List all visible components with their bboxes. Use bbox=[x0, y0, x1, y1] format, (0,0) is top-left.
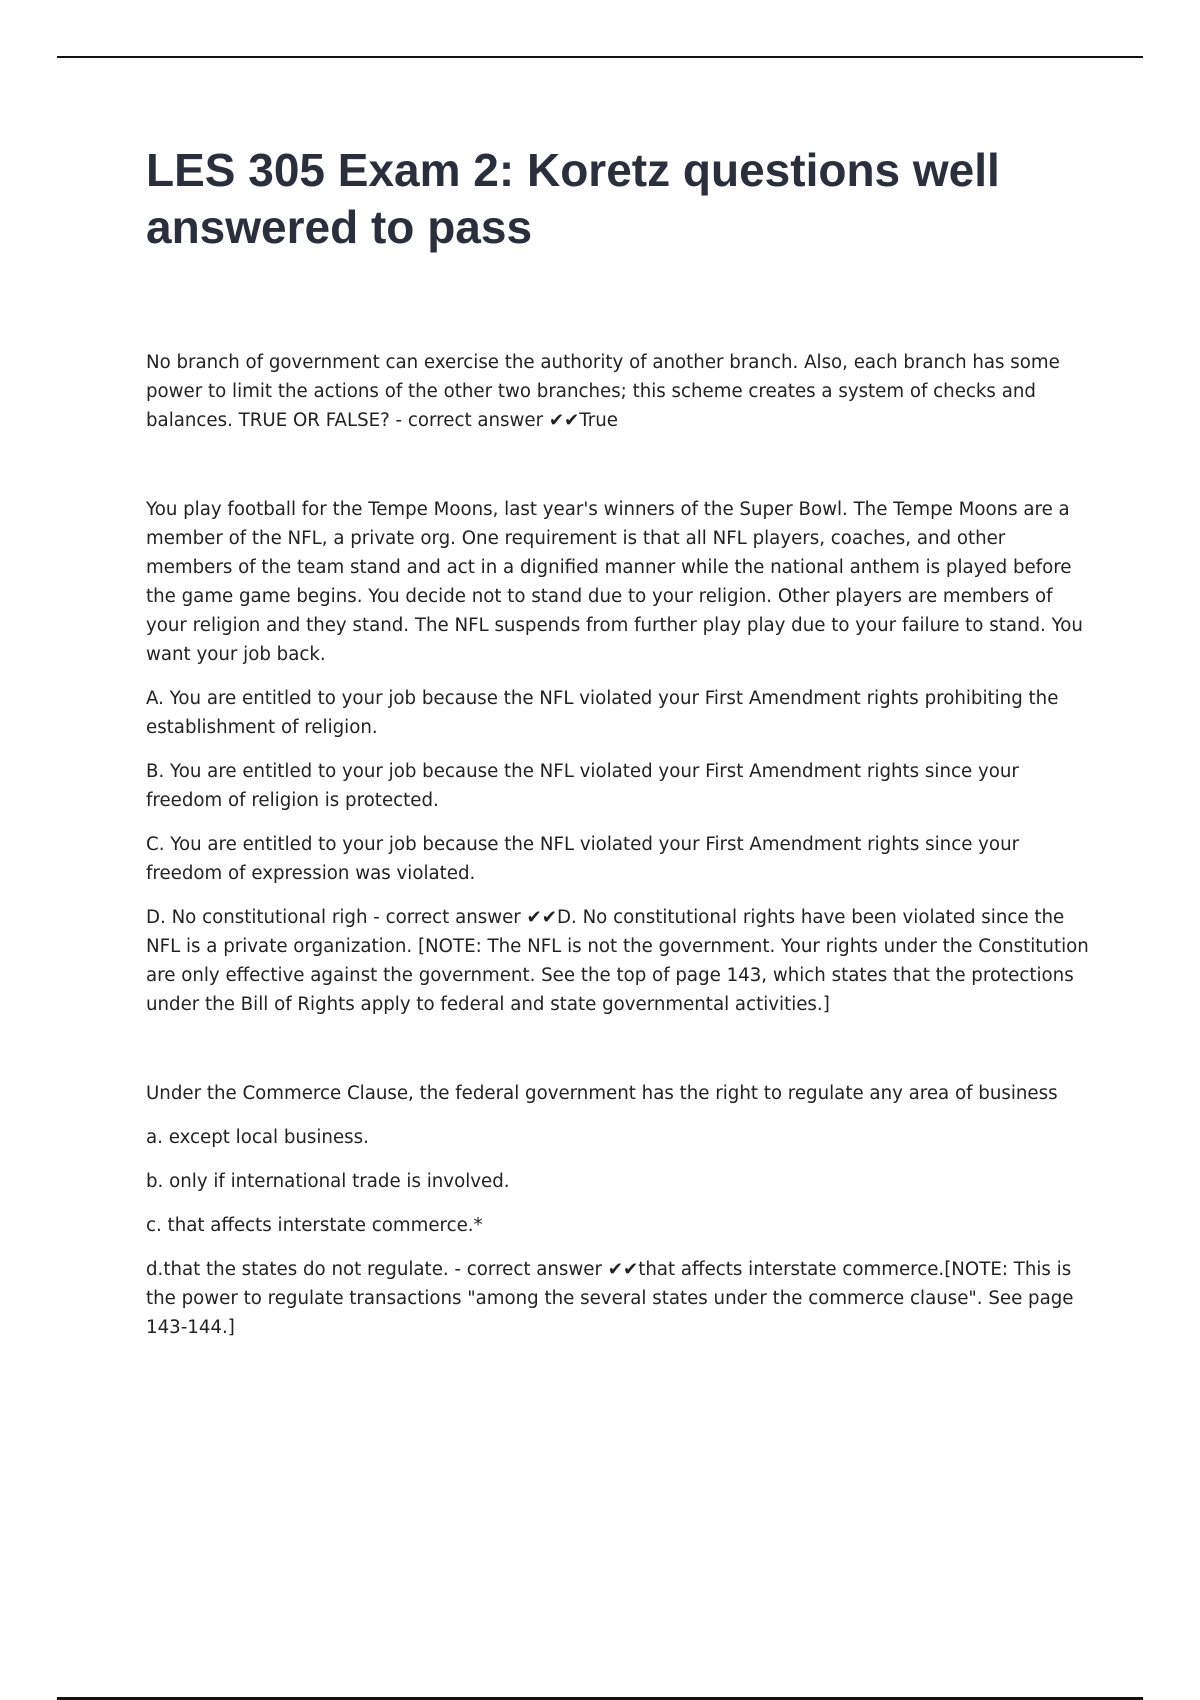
question-2-option-a: A. You are entitled to your job because the NFL violated your First Amendment rights prohibiting the establishment of religion. bbox=[146, 688, 1059, 738]
question-2-option-d-answer: D. No constitutional righ - correct answer ✔✔D. No constitutional rights have been violated since the NFL is a private organization. [NOTE: The NFL is not the government. Your rights under the Constitution are only effective against the government. See the top of page 143, which states that the protections under the Bill of Rights apply to federal and state governmental activities.] bbox=[146, 907, 1089, 1015]
question-3 bbox=[146, 1079, 1091, 1342]
question-3-option-c: c. that affects interstate commerce.* bbox=[146, 1215, 483, 1236]
question-1-text: No branch of government can exercise the authority of another branch. Also, each branch has some power to limit the actions of the other two branches; this scheme creates a system of checks and balances. TRUE OR FALSE? - correct answer ✔✔True bbox=[146, 352, 1060, 431]
question-1 bbox=[146, 348, 1091, 435]
document-body bbox=[146, 142, 1091, 1342]
question-2-option-b: B. You are entitled to your job because the NFL violated your First Amendment rights since your freedom of religion is protected. bbox=[146, 761, 1019, 811]
question-3-option-b: b. only if international trade is involved. bbox=[146, 1171, 510, 1192]
top-rule bbox=[57, 56, 1143, 58]
question-2-option-c: C. You are entitled to your job because the NFL violated your First Amendment rights since your freedom of expression was violated. bbox=[146, 834, 1020, 884]
question-2-text: You play football for the Tempe Moons, last year's winners of the Super Bowl. The Tempe Moons are a member of the NFL, a private org. One requirement is that all NFL players, coaches, and other members of the team stand and act in a dignified manner while the national anthem is played before the game game begins. You decide not to stand due to your religion. Other players are members of your religion and they stand. The NFL suspends from further play play due to your failure to stand. You want your job back. bbox=[146, 499, 1083, 665]
document-title: LES 305 Exam 2: Koretz questions well answered to pass bbox=[146, 144, 1000, 253]
question-3-option-a: a. except local business. bbox=[146, 1127, 369, 1148]
question-2 bbox=[146, 495, 1091, 1019]
question-3-text: Under the Commerce Clause, the federal government has the right to regulate any area of business bbox=[146, 1083, 1058, 1104]
question-3-option-d-answer: d.that the states do not regulate. - correct answer ✔✔that affects interstate commerce.[NOTE: This is the power to regulate transactions "among the several states under the commerce clause". See page 143-144.] bbox=[146, 1259, 1074, 1338]
